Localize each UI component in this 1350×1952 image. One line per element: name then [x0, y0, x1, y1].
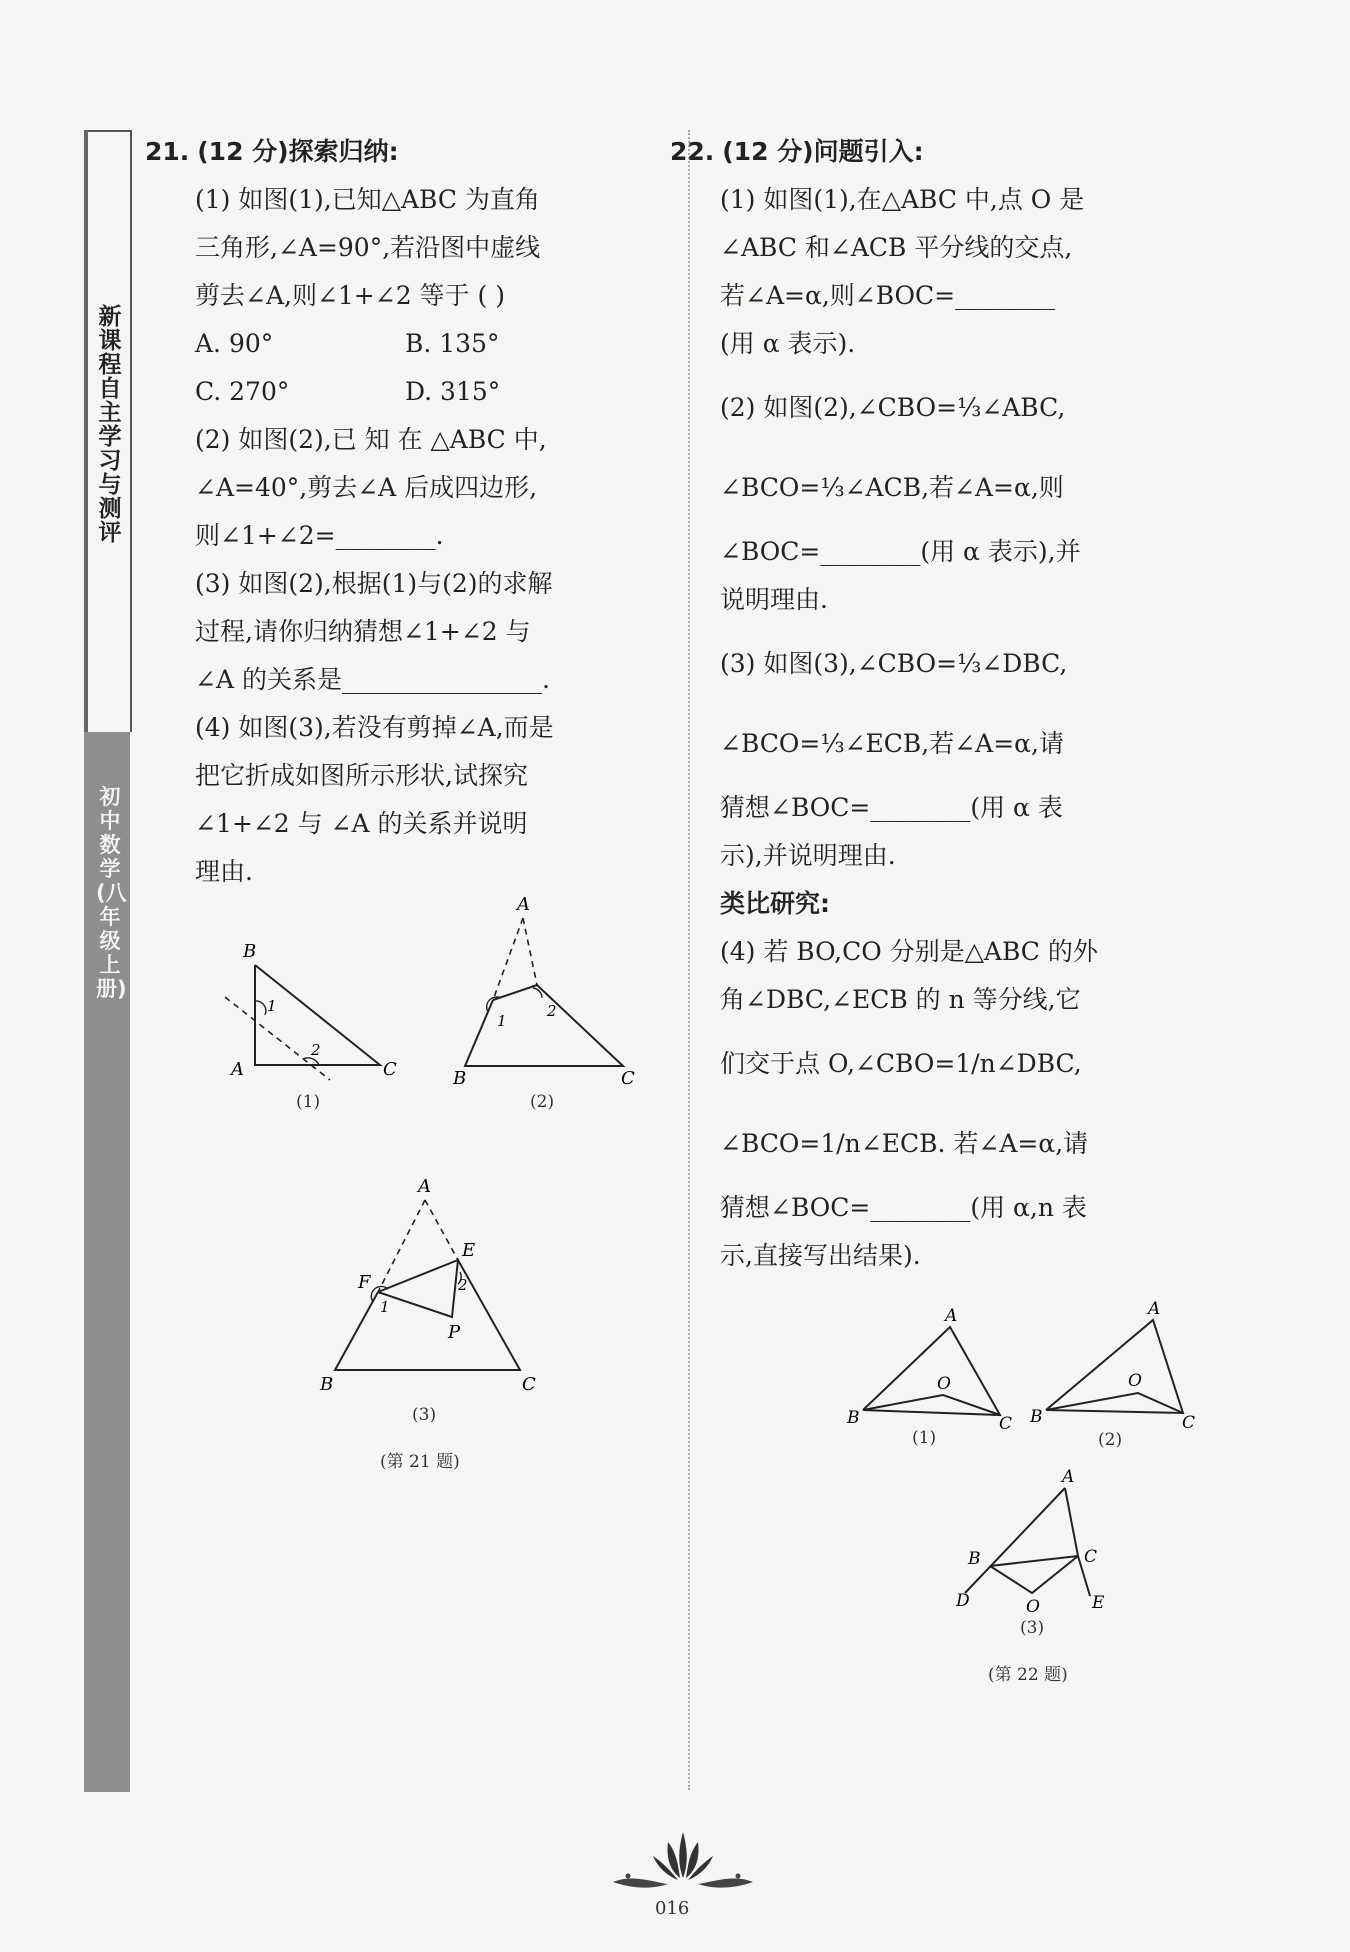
q21-fig2-label-c: C [621, 1068, 635, 1088]
q22-p4-line: 猜想∠BOC=________(用 α,n 表 [720, 1193, 1087, 1222]
q22-fig1-label-o: O [937, 1374, 951, 1394]
q22-number: 22. [670, 137, 715, 166]
q21-number: 21. [145, 137, 190, 166]
q22-fig1-label-a: A [945, 1306, 958, 1326]
q21-fig3-label-e: E [462, 1240, 476, 1261]
q22-figure-1 [845, 1305, 1020, 1435]
footer-ornament-icon [608, 1820, 758, 1900]
q21-caption-2: (2) [530, 1092, 555, 1112]
q21-p2-line: ∠A=40°,剪去∠A 后成四边形, [195, 473, 538, 502]
q22-figure-title: (第 22 题) [988, 1665, 1068, 1685]
q21-figure-1 [215, 935, 415, 1085]
q22-fig1-label-c: C [999, 1414, 1013, 1434]
q22-p4-line: 们交于点 O,∠CBO=1/n∠DBC, [720, 1049, 1082, 1078]
q21-fig1-angle-2: 2 [311, 1041, 321, 1059]
q21-p3-line: (3) 如图(2),根据(1)与(2)的求解 [195, 569, 553, 598]
q21-p2-line: 则∠1+∠2=________. [195, 521, 444, 550]
q22-p1-line: (用 α 表示). [720, 329, 856, 358]
q21-option-d: D. 315° [405, 377, 501, 406]
q22-p2-line: ∠BCO=⅓∠ACB,若∠A=α,则 [720, 473, 1064, 502]
q21-p4-line: (4) 如图(3),若没有剪掉∠A,而是 [195, 713, 554, 742]
q21-figure-title: (第 21 题) [380, 1452, 460, 1472]
q21-p1-line: 三角形,∠A=90°,若沿图中虚线 [195, 233, 541, 262]
q22-p1-line: (1) 如图(1),在△ABC 中,点 O 是 [720, 185, 1085, 214]
q21-option-b: B. 135° [405, 329, 500, 358]
q22-fig1-label-b: B [847, 1408, 860, 1428]
q22-fig3-label-o: O [1026, 1597, 1040, 1617]
q22-p2-line: (2) 如图(2),∠CBO=⅓∠ABC, [720, 393, 1066, 422]
q21-header: (12 分)探索归纳: [197, 137, 399, 166]
q21-fig3-label-p: P [448, 1322, 461, 1343]
q21-option-c: C. 270° [195, 377, 290, 406]
q22-fig2-label-b: B [1030, 1407, 1043, 1427]
sidebar-series-title: 新课程自主学习与测评 [98, 304, 122, 546]
q22-header: (12 分)问题引入: [722, 137, 924, 166]
page-number: 016 [655, 1898, 690, 1919]
q21-p2-line: (2) 如图(2),已 知 在 △ABC 中, [195, 425, 547, 454]
q21-fig1-label-b: B [243, 941, 257, 962]
q22-p3-line: 示),并说明理由. [720, 841, 896, 870]
question-21 [145, 128, 670, 896]
q21-fig2-label-a: A [517, 894, 530, 915]
q22-fig2-label-c: C [1182, 1413, 1196, 1433]
q22-caption-1: (1) [912, 1428, 937, 1448]
q22-fig3-label-a: A [1062, 1468, 1075, 1487]
q21-figure-2 [445, 888, 645, 1088]
q22-figure-3 [950, 1468, 1125, 1623]
q22-p4-line: 示,直接写出结果). [720, 1241, 921, 1270]
q22-analogy-title: 类比研究: [720, 889, 830, 918]
q22-caption-3: (3) [1020, 1618, 1045, 1638]
q21-p1-line: (1) 如图(1),已知△ABC 为直角 [195, 185, 540, 214]
q22-fig3-label-c: C [1084, 1547, 1098, 1567]
sidebar-volume-title: 初中数学(八年级上册) [96, 785, 127, 1001]
q21-fig3-label-a: A [418, 1176, 431, 1197]
q22-fig3-label-b: B [968, 1549, 981, 1569]
q22-p2-line: ∠BOC=________(用 α 表示),并 [720, 537, 1081, 566]
q22-fig3-label-e: E [1092, 1593, 1105, 1613]
q21-p3-line: ∠A 的关系是________________. [195, 665, 550, 694]
q21-fig3-angle-2: 2 [458, 1276, 468, 1294]
q22-p3-line: 猜想∠BOC=________(用 α 表 [720, 793, 1063, 822]
q21-fig1-label-c: C [383, 1059, 397, 1080]
q21-p4-line: ∠1+∠2 与 ∠A 的关系并说明 [195, 809, 528, 838]
q22-p1-line: 若∠A=α,则∠BOC=________ [720, 281, 1056, 310]
q22-p3-line: (3) 如图(3),∠CBO=⅓∠DBC, [720, 649, 1068, 678]
column-divider [688, 130, 690, 1790]
q21-p4-line: 把它折成如图所示形状,试探究 [195, 761, 528, 790]
q22-p1-line: ∠ABC 和∠ACB 平分线的交点, [720, 233, 1073, 262]
q21-fig3-label-c: C [522, 1374, 536, 1392]
q21-fig2-label-b: B [453, 1068, 467, 1088]
q21-p4-line: 理由. [195, 857, 253, 886]
q22-p4-line: ∠BCO=1/n∠ECB. 若∠A=α,请 [720, 1129, 1089, 1158]
q21-fig3-label-f: F [358, 1272, 371, 1293]
q22-fig2-label-a: A [1148, 1299, 1161, 1319]
q21-fig2-angle-2: 2 [547, 1002, 557, 1020]
q21-caption-3: (3) [412, 1405, 437, 1425]
q21-fig3-label-b: B [320, 1374, 334, 1392]
q22-p4-line: (4) 若 BO,CO 分别是△ABC 的外 [720, 937, 1098, 966]
q21-fig3-angle-1: 1 [380, 1298, 390, 1316]
q21-caption-1: (1) [296, 1092, 321, 1112]
q22-p2-line: 说明理由. [720, 585, 828, 614]
q21-option-a: A. 90° [195, 329, 274, 358]
q22-fig3-label-d: D [956, 1591, 970, 1611]
q22-p4-line: 角∠DBC,∠ECB 的 n 等分线,它 [720, 985, 1081, 1014]
q21-fig1-label-a: A [231, 1059, 244, 1080]
q22-caption-2: (2) [1098, 1430, 1123, 1450]
q22-fig2-label-o: O [1128, 1371, 1142, 1391]
q21-fig2-angle-1: 1 [497, 1012, 507, 1030]
q22-p3-line: ∠BCO=⅓∠ECB,若∠A=α,请 [720, 729, 1065, 758]
q22-figure-2 [1028, 1298, 1203, 1433]
q21-figure-3 [310, 1172, 560, 1392]
q21-p1-line: 剪去∠A,则∠1+∠2 等于 ( ) [195, 281, 505, 310]
q21-p3-line: 过程,请你归纳猜想∠1+∠2 与 [195, 617, 531, 646]
q21-fig1-angle-1: 1 [267, 997, 277, 1015]
question-22 [670, 128, 1200, 1280]
